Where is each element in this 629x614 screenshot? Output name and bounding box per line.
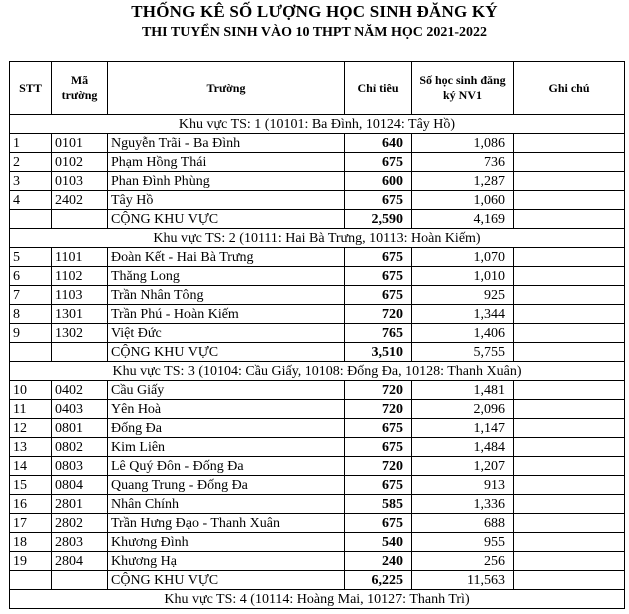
- zone-name: Khu vực TS: 2 (10111: Hai Bà Trưng, 10113: Hoàn Kiếm): [10, 229, 625, 248]
- cell-truong: Thăng Long: [108, 267, 345, 286]
- cell-truong: Quang Trung - Đống Đa: [108, 476, 345, 495]
- cell-stt: 14: [10, 457, 52, 476]
- cell-ma-truong: 2402: [52, 191, 108, 210]
- cell-stt: 1: [10, 134, 52, 153]
- header-stt: STT: [10, 62, 52, 115]
- cell-ghi-chu: [514, 172, 625, 191]
- cell-stt: 13: [10, 438, 52, 457]
- cell-truong: Đống Đa: [108, 419, 345, 438]
- table-row: [10, 514, 625, 533]
- zone-total-row: [10, 343, 625, 362]
- cell-truong: Phan Đình Phùng: [108, 172, 345, 191]
- cell-so-hoc-sinh: 1,060: [412, 191, 514, 210]
- cell-stt: 6: [10, 267, 52, 286]
- cell-ma-truong: 0102: [52, 153, 108, 172]
- cell-chi-tieu: 720: [345, 400, 412, 419]
- cell-stt: [10, 343, 52, 362]
- cell-ma-truong: 2803: [52, 533, 108, 552]
- cell-chi-tieu: 675: [345, 248, 412, 267]
- cell-ghi-chu: [514, 552, 625, 571]
- table-row: [10, 267, 625, 286]
- total-so-hoc-sinh: 4,169: [412, 210, 514, 229]
- table-header-row: [10, 62, 625, 115]
- cell-ma-truong: 1301: [52, 305, 108, 324]
- cell-chi-tieu: 675: [345, 153, 412, 172]
- cell-ma-truong: 0801: [52, 419, 108, 438]
- cell-ma-truong: [52, 343, 108, 362]
- cell-truong: Trần Nhân Tông: [108, 286, 345, 305]
- cell-ma-truong: 2804: [52, 552, 108, 571]
- cell-so-hoc-sinh: 2,096: [412, 400, 514, 419]
- cell-ma-truong: 1103: [52, 286, 108, 305]
- cell-ghi-chu: [514, 533, 625, 552]
- zone-total-row: [10, 210, 625, 229]
- cell-ma-truong: 1102: [52, 267, 108, 286]
- cell-ma-truong: [52, 571, 108, 590]
- cell-stt: 10: [10, 381, 52, 400]
- zone-name: Khu vực TS: 1 (10101: Ba Đình, 10124: Tây Hồ): [10, 115, 625, 134]
- cell-so-hoc-sinh: 1,147: [412, 419, 514, 438]
- cell-stt: 12: [10, 419, 52, 438]
- cell-chi-tieu: 675: [345, 514, 412, 533]
- table-row: [10, 552, 625, 571]
- cell-truong: Yên Hoà: [108, 400, 345, 419]
- total-chi-tieu: 6,225: [345, 571, 412, 590]
- cell-ghi-chu: [514, 457, 625, 476]
- cell-chi-tieu: 675: [345, 191, 412, 210]
- header-ma-truong: Mã trường: [52, 62, 108, 115]
- zone-total-row: [10, 571, 625, 590]
- cell-ghi-chu: [514, 153, 625, 172]
- table-body: [10, 115, 625, 609]
- cell-ma-truong: 0802: [52, 438, 108, 457]
- cell-ghi-chu: [514, 324, 625, 343]
- cell-chi-tieu: 720: [345, 305, 412, 324]
- table-row: [10, 286, 625, 305]
- table-row: [10, 191, 625, 210]
- table-row: [10, 419, 625, 438]
- cell-ghi-chu: [514, 248, 625, 267]
- cell-ma-truong: [52, 210, 108, 229]
- cell-stt: 4: [10, 191, 52, 210]
- cell-truong: Nhân Chính: [108, 495, 345, 514]
- zone-header-row: [10, 115, 625, 134]
- table-row: [10, 533, 625, 552]
- cell-chi-tieu: 675: [345, 267, 412, 286]
- cell-chi-tieu: 600: [345, 172, 412, 191]
- cell-ma-truong: 1101: [52, 248, 108, 267]
- cell-ghi-chu: [514, 343, 625, 362]
- header-truong: Trường: [108, 62, 345, 115]
- cell-stt: 2: [10, 153, 52, 172]
- cell-chi-tieu: 640: [345, 134, 412, 153]
- table-row: [10, 400, 625, 419]
- table-row: [10, 172, 625, 191]
- total-chi-tieu: 2,590: [345, 210, 412, 229]
- total-so-hoc-sinh: 5,755: [412, 343, 514, 362]
- table-row: [10, 476, 625, 495]
- cell-so-hoc-sinh: 736: [412, 153, 514, 172]
- cell-truong: Trần Phú - Hoàn Kiếm: [108, 305, 345, 324]
- cell-ma-truong: 0403: [52, 400, 108, 419]
- cell-chi-tieu: 675: [345, 476, 412, 495]
- total-label: CỘNG KHU VỰC: [108, 571, 345, 590]
- cell-truong: Cầu Giấy: [108, 381, 345, 400]
- cell-ghi-chu: [514, 400, 625, 419]
- cell-truong: Nguyễn Trãi - Ba Đình: [108, 134, 345, 153]
- cell-stt: 3: [10, 172, 52, 191]
- cell-so-hoc-sinh: 925: [412, 286, 514, 305]
- cell-so-hoc-sinh: 1,344: [412, 305, 514, 324]
- cell-stt: 15: [10, 476, 52, 495]
- cell-ghi-chu: [514, 514, 625, 533]
- cell-ghi-chu: [514, 476, 625, 495]
- cell-so-hoc-sinh: 1,207: [412, 457, 514, 476]
- cell-ma-truong: 2802: [52, 514, 108, 533]
- cell-so-hoc-sinh: 256: [412, 552, 514, 571]
- table-row: [10, 248, 625, 267]
- table-row: [10, 381, 625, 400]
- total-label: CỘNG KHU VỰC: [108, 343, 345, 362]
- cell-ma-truong: 0804: [52, 476, 108, 495]
- cell-ghi-chu: [514, 134, 625, 153]
- cell-so-hoc-sinh: 688: [412, 514, 514, 533]
- page-title: THỐNG KÊ SỐ LƯỢNG HỌC SINH ĐĂNG KÝ: [131, 2, 498, 21]
- cell-ghi-chu: [514, 381, 625, 400]
- table-row: [10, 495, 625, 514]
- cell-stt: [10, 210, 52, 229]
- header-ghi-chu: Ghi chú: [514, 62, 625, 115]
- cell-truong: Việt Đức: [108, 324, 345, 343]
- cell-ma-truong: 1302: [52, 324, 108, 343]
- cell-so-hoc-sinh: 1,406: [412, 324, 514, 343]
- cell-stt: 18: [10, 533, 52, 552]
- cell-ghi-chu: [514, 286, 625, 305]
- cell-so-hoc-sinh: 1,481: [412, 381, 514, 400]
- cell-so-hoc-sinh: 1,086: [412, 134, 514, 153]
- cell-chi-tieu: 765: [345, 324, 412, 343]
- zone-header-row: [10, 229, 625, 248]
- cell-so-hoc-sinh: 1,484: [412, 438, 514, 457]
- cell-ghi-chu: [514, 495, 625, 514]
- cell-so-hoc-sinh: 913: [412, 476, 514, 495]
- cell-ma-truong: 0803: [52, 457, 108, 476]
- cell-ma-truong: 0402: [52, 381, 108, 400]
- cell-so-hoc-sinh: 1,070: [412, 248, 514, 267]
- zone-header-row: [10, 590, 625, 609]
- cell-stt: 19: [10, 552, 52, 571]
- zone-header-row: [10, 362, 625, 381]
- cell-ma-truong: 2801: [52, 495, 108, 514]
- header-so-hoc-sinh: Số học sinh đăng ký NV1: [412, 62, 514, 115]
- page-subtitle: THI TUYỂN SINH VÀO 10 THPT NĂM HỌC 2021-2022: [141, 25, 488, 40]
- total-chi-tieu: 3,510: [345, 343, 412, 362]
- table-row: [10, 153, 625, 172]
- cell-chi-tieu: 675: [345, 419, 412, 438]
- cell-stt: 9: [10, 324, 52, 343]
- cell-stt: 17: [10, 514, 52, 533]
- cell-ghi-chu: [514, 267, 625, 286]
- registration-table: [9, 61, 625, 609]
- cell-chi-tieu: 585: [345, 495, 412, 514]
- cell-chi-tieu: 720: [345, 457, 412, 476]
- cell-stt: 8: [10, 305, 52, 324]
- table-row: [10, 305, 625, 324]
- cell-chi-tieu: 675: [345, 286, 412, 305]
- cell-chi-tieu: 675: [345, 438, 412, 457]
- cell-truong: Trần Hưng Đạo - Thanh Xuân: [108, 514, 345, 533]
- cell-truong: Kim Liên: [108, 438, 345, 457]
- cell-truong: Phạm Hồng Thái: [108, 153, 345, 172]
- cell-stt: [10, 571, 52, 590]
- cell-ma-truong: 0101: [52, 134, 108, 153]
- cell-ghi-chu: [514, 571, 625, 590]
- cell-ghi-chu: [514, 210, 625, 229]
- table-row: [10, 438, 625, 457]
- cell-ghi-chu: [514, 438, 625, 457]
- cell-truong: Tây Hồ: [108, 191, 345, 210]
- cell-truong: Đoàn Kết - Hai Bà Trưng: [108, 248, 345, 267]
- cell-chi-tieu: 720: [345, 381, 412, 400]
- zone-name: Khu vực TS: 3 (10104: Cầu Giấy, 10108: Đống Đa, 10128: Thanh Xuân): [10, 362, 625, 381]
- cell-stt: 11: [10, 400, 52, 419]
- zone-name: Khu vực TS: 4 (10114: Hoàng Mai, 10127: Thanh Trì): [10, 590, 625, 609]
- cell-chi-tieu: 240: [345, 552, 412, 571]
- total-so-hoc-sinh: 11,563: [412, 571, 514, 590]
- cell-ghi-chu: [514, 305, 625, 324]
- header-chi-tieu: Chỉ tiêu: [345, 62, 412, 115]
- cell-ma-truong: 0103: [52, 172, 108, 191]
- cell-stt: 5: [10, 248, 52, 267]
- cell-stt: 16: [10, 495, 52, 514]
- cell-so-hoc-sinh: 1,287: [412, 172, 514, 191]
- cell-truong: Lê Quý Đôn - Đống Đa: [108, 457, 345, 476]
- cell-truong: Khương Đình: [108, 533, 345, 552]
- cell-stt: 7: [10, 286, 52, 305]
- cell-so-hoc-sinh: 955: [412, 533, 514, 552]
- total-label: CỘNG KHU VỰC: [108, 210, 345, 229]
- cell-so-hoc-sinh: 1,336: [412, 495, 514, 514]
- cell-chi-tieu: 540: [345, 533, 412, 552]
- cell-truong: Khương Hạ: [108, 552, 345, 571]
- table-row: [10, 134, 625, 153]
- cell-ghi-chu: [514, 419, 625, 438]
- table-row: [10, 324, 625, 343]
- cell-so-hoc-sinh: 1,010: [412, 267, 514, 286]
- cell-ghi-chu: [514, 191, 625, 210]
- table-row: [10, 457, 625, 476]
